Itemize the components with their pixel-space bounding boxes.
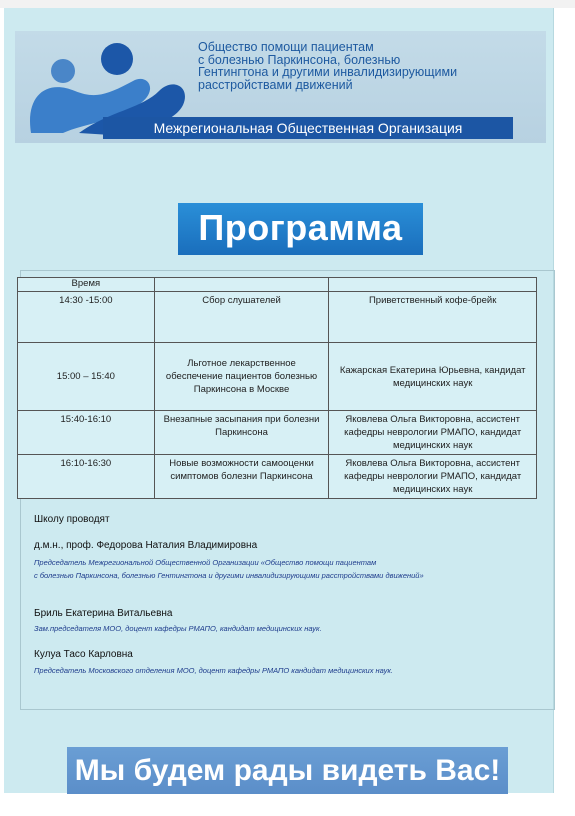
row-topic: Внезапные засыпания при болезни Паркинсона xyxy=(154,411,329,455)
org-name-line: Гентингтона и другими инвалидизирующими xyxy=(198,65,458,79)
row-time: 15:40-16:10 xyxy=(18,411,155,455)
host-description xyxy=(34,664,393,677)
top-strip xyxy=(0,0,575,8)
org-name xyxy=(198,41,543,91)
header-topic xyxy=(154,278,329,292)
host-description-line: с болезнью Паркинсона, болезнью Гентингтона и другими инвалидизирующими расстройствами движений» xyxy=(34,571,424,580)
hosts-title: Школу проводят xyxy=(34,514,110,525)
host-name: д.м.н., проф. Федорова Наталия Владимировна xyxy=(34,540,258,551)
row-topic: Сбор слушателей xyxy=(154,292,329,343)
org-name-line: расстройствами движений xyxy=(198,77,353,92)
host-description-line: Председатель Московского отделения МОО, доцент кафедры РМАПО кандидат медицинских наук. xyxy=(34,666,393,675)
row-time: 16:10-16:30 xyxy=(18,455,155,499)
row-time: 15:00 – 15:40 xyxy=(18,343,155,411)
row-speaker: Яковлева Ольга Викторовна, ассистент кафедры неврологии РМАПО, кандидат медицинских наук xyxy=(329,455,537,499)
row-time: 14:30 -15:00 xyxy=(18,292,155,343)
table-row xyxy=(18,292,537,343)
header-banner xyxy=(15,31,546,143)
table-row xyxy=(18,411,537,455)
row-topic: Льготное лекарственное обеспечение пациентов болезнью Паркинсона в Москве xyxy=(154,343,329,411)
table-header-row xyxy=(18,278,537,292)
header-time: Время xyxy=(18,278,155,292)
table-row xyxy=(18,455,537,499)
host-description xyxy=(34,556,424,582)
row-topic: Новые возможности самооценки симптомов болезни Паркинсона xyxy=(154,455,329,499)
host-description-line: Председатель Межрегиональной Общественной Организации «Общество помощи пациентам xyxy=(34,558,377,567)
org-name-line: с болезнью Паркинсона, болезнью xyxy=(198,52,401,67)
host-name: Бриль Екатерина Витальевна xyxy=(34,608,173,619)
row-speaker: Приветственный кофе-брейк xyxy=(329,292,537,343)
org-name-line: Общество помощи пациентам xyxy=(198,40,374,54)
org-type-bar: Межрегиональная Общественная Организация xyxy=(103,117,513,139)
table-row xyxy=(18,343,537,411)
row-speaker: Яковлева Ольга Викторовна, ассистент кафедры неврологии РМАПО, кандидат медицинских наук xyxy=(329,411,537,455)
host-description xyxy=(34,622,322,635)
header-speaker xyxy=(329,278,537,292)
program-title: Программа xyxy=(178,203,423,255)
host-description-line: Зам.председателя МОО, доцент кафедры РМАПО, кандидат медицинских наук. xyxy=(34,624,322,633)
row-speaker: Кажарская Екатерина Юрьевна, кандидат медицинских наук xyxy=(329,343,537,411)
schedule-table xyxy=(17,277,537,499)
host-name: Кулуа Тасо Карловна xyxy=(34,649,133,660)
footer-banner: Мы будем рады видеть Вас! xyxy=(67,747,508,794)
